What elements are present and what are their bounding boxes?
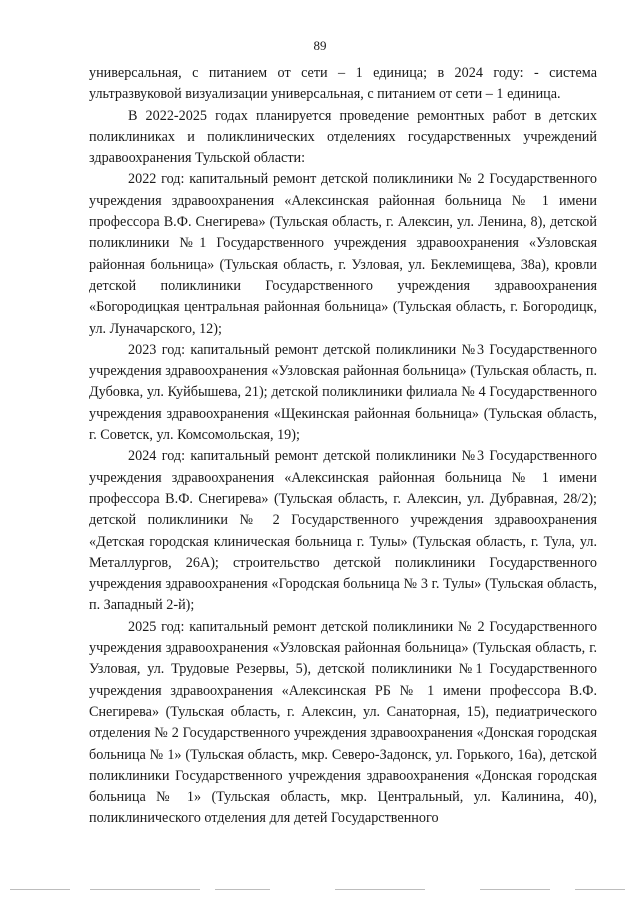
scan-mark [335,889,425,890]
scan-mark [10,889,70,890]
paragraph-year-2025: 2025 год: капитальный ремонт детской поликлиники № 2 Государственного учреждения здравоохранения «Узловская районная больница» (Тульская область, г. Узловая, ул. Трудовые Резервы, 5), детской поликлиники №1 Государственного учреждения здравоохранения «Алексинская РБ № 1 имени профессора В.Ф. Снегирева» (Тульская область, г. Алексин, ул. Санаторная, 15), педиатрического отделения № 2 Государственного учреждения здравоохранения «Донская городская больница № 1» (Тульская область, мкр. Северо-Задонск, ул. Горького, 16а), детской поликлиники Государственного учреждения здравоохранения «Донская городская больница № 1» (Тульская область, мкр. Центральный, ул. Калинина, 40), поликлинического отделения для детей Государственного [89,618,597,827]
paragraph-continuation: универсальная, с питанием от сети – 1 единица; в 2024 году: - система ультразвуковой визуализации универсальная, с питанием от сети – 1 единица. [89,65,597,103]
scan-mark [480,889,550,890]
paragraph-year-2023: 2023 год: капитальный ремонт детской поликлиники №3 Государственного учреждения здравоохранения «Узловская районная больница» (Тульская область, п. Дубовка, ул. Куйбышева, 21); детской поликлиники филиала № 4 Государственного учреждения здравоохранения «Щекинская районная больница» (Тульская область, г. Советск, ул. Комсомольская, 19); [89,341,597,444]
scan-mark [575,889,625,890]
paragraph-year-2024: 2024 год: капитальный ремонт детской поликлиники №3 Государственного учреждения здравоохранения «Алексинская районная больница № 1 имени профессора В.Ф. Снегирева» (Тульская область, г. Алексин, ул. Дубравная, 28/2); детской поликлиники № 2 Государственного учреждения здравоохранения «Детская городская клиническая больница г. Тулы» (Тульская область, г. Тула, ул. Металлургов, 26А); строительство детской поликлиники Государственного учреждения здравоохранения «Городская больница № 3 г. Тулы» (Тульская область, п. Западный 2-й); [89,448,597,614]
scan-mark [90,889,200,890]
paragraph-year-2022: 2022 год: капитальный ремонт детской поликлиники № 2 Государственного учреждения здравоохранения «Алексинская районная больница № 1 имени профессора В.Ф. Снегирева» (Тульская область, г. Алексин, ул. Ленина, 8), детской поликлиники №1 Государственного учреждения здравоохранения «Узловская районная больница» (Тульская область, г. Узловая, ул. Беклемищева, 38а), кровли детской поликлиники Государственного учреждения здравоохранения «Богородицкая центральная районная больница» (Тульская область, г. Богородицк, ул. Луначарского, 12); [89,171,597,337]
paragraph-repair-plan-intro: В 2022-2025 годах планируется проведение ремонтных работ в детских поликлиниках и поликлинических отделениях государственных учреждений здравоохранения Тульской области: [89,107,597,167]
page-number: 89 [313,38,327,53]
scan-edge-artifacts [0,886,640,894]
scan-mark [215,889,270,890]
body-text [89,63,597,830]
